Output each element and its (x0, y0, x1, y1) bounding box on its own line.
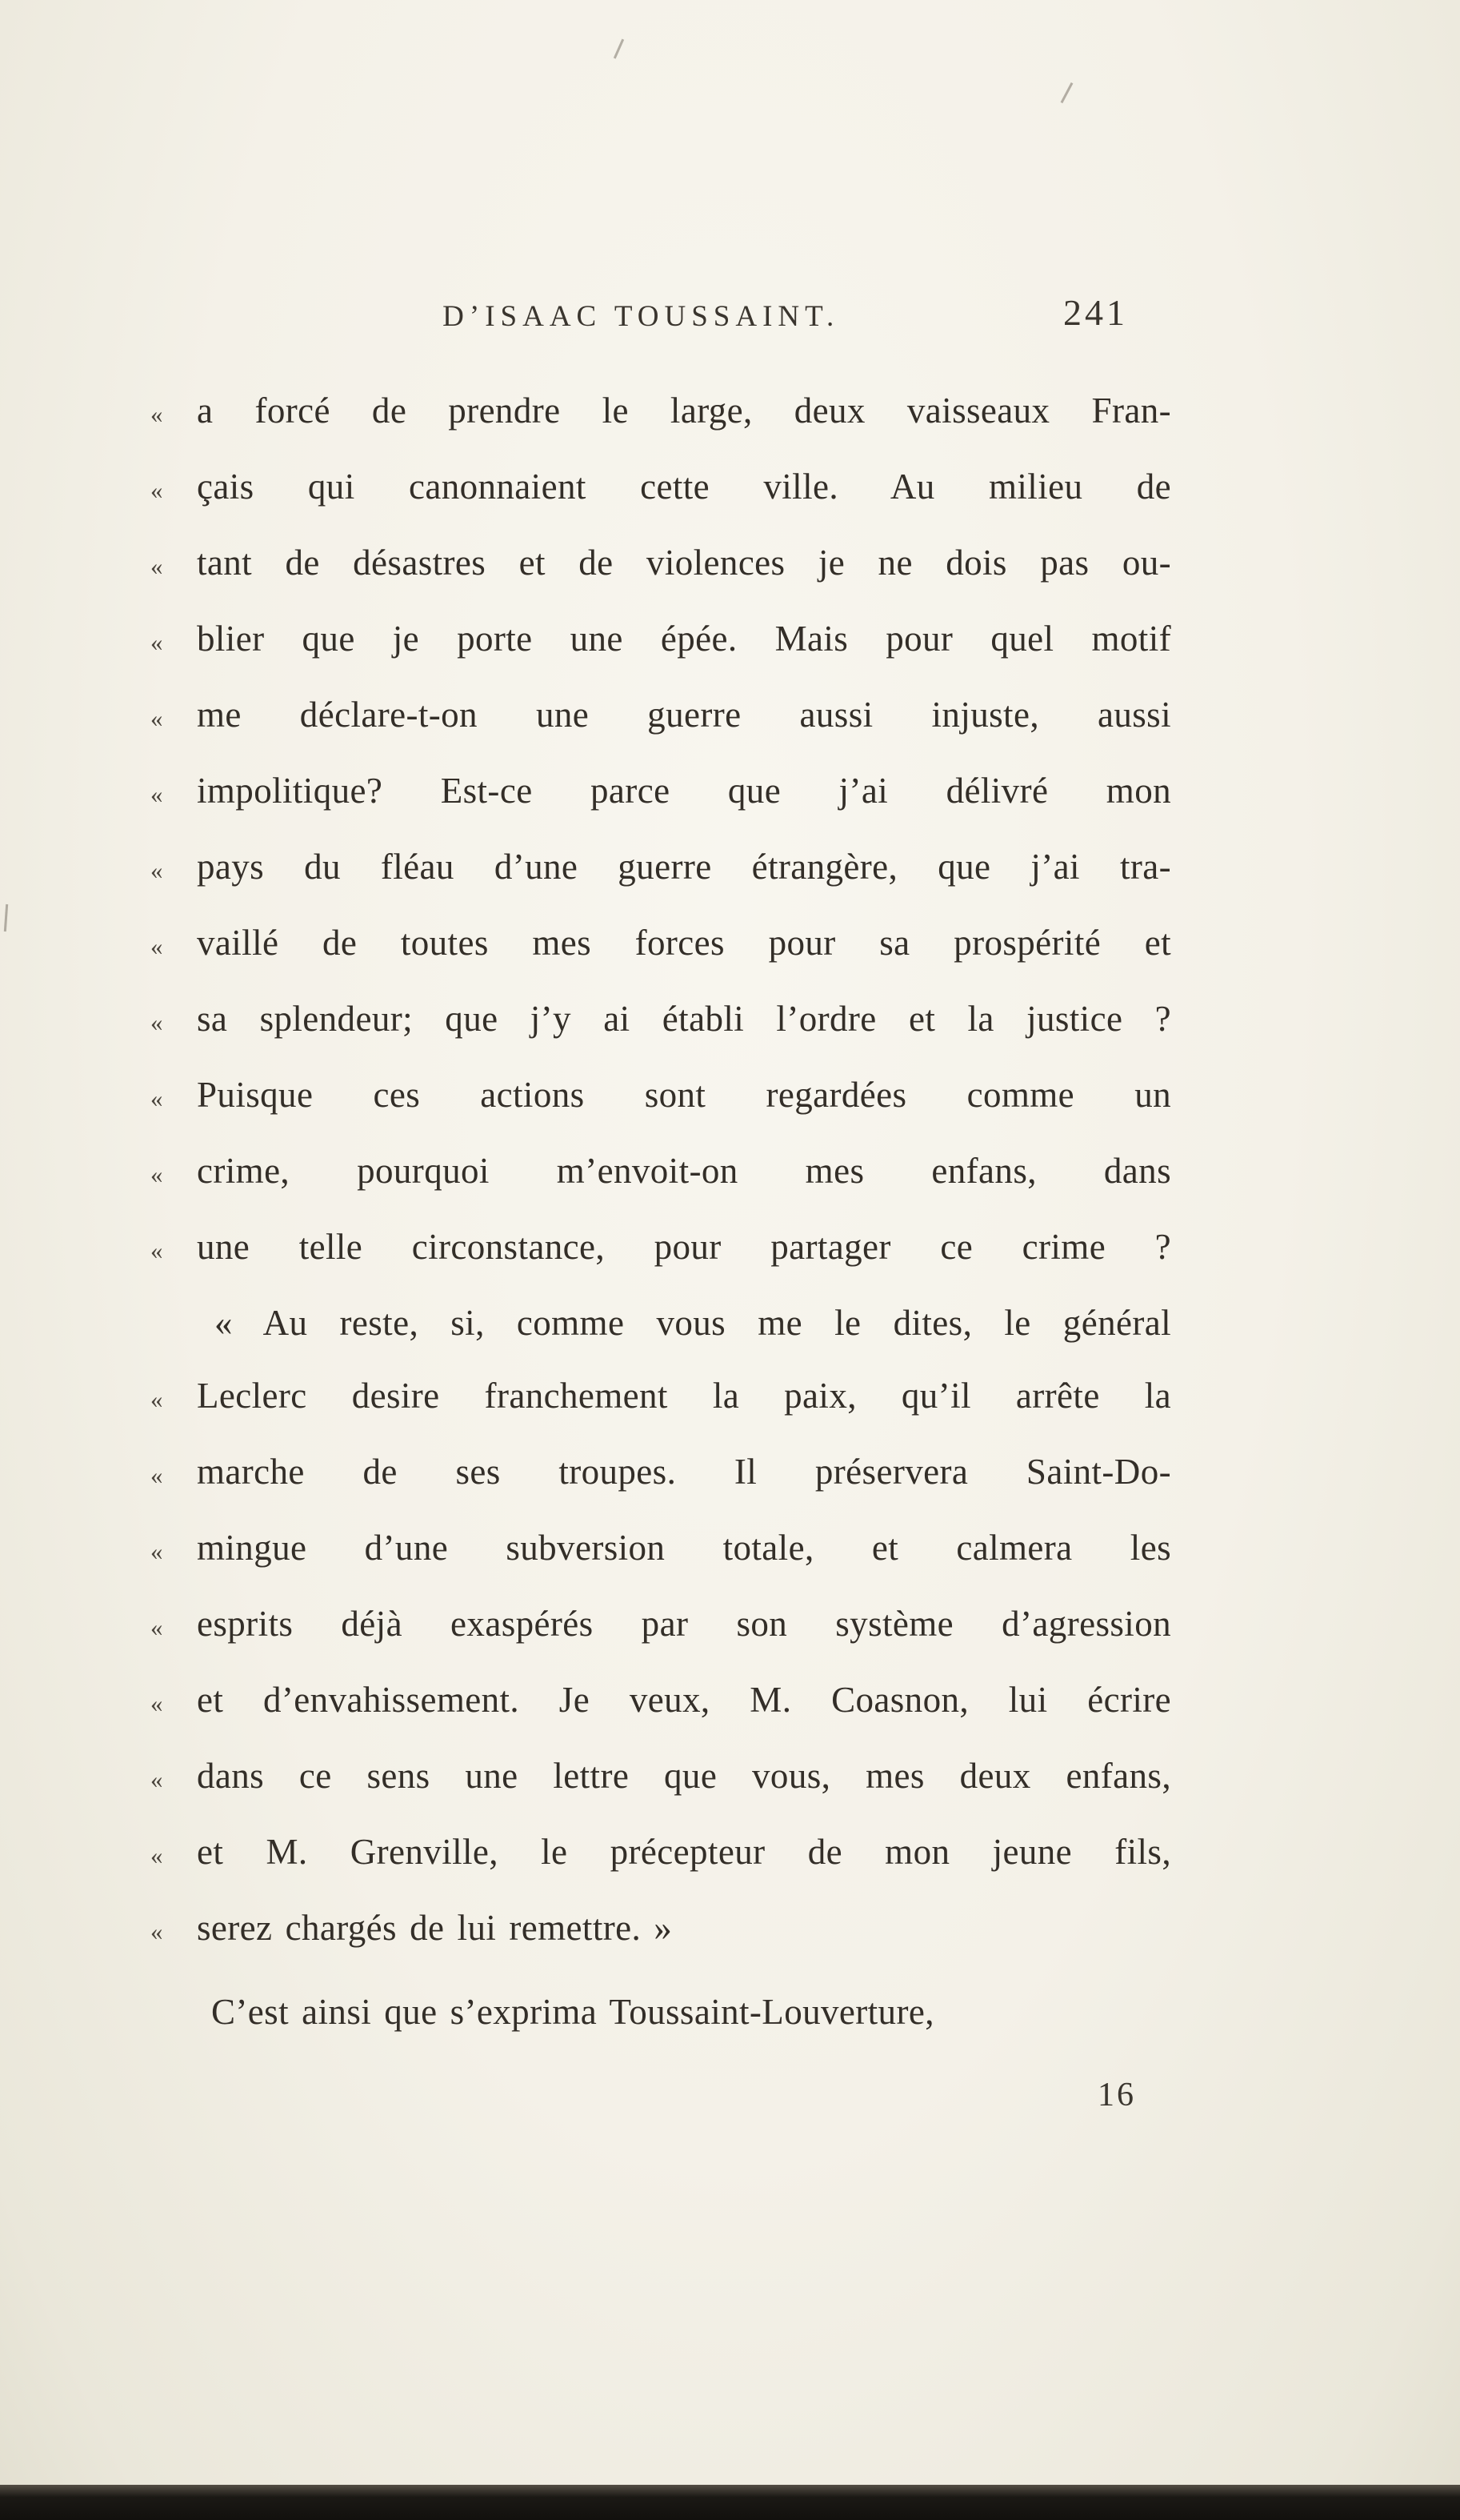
quote-mark: « (150, 1385, 163, 1413)
line-text: esprits déjà exaspérés par son système d’agression (197, 1604, 1171, 1644)
quote-mark: « (150, 1841, 163, 1869)
text-line (150, 1740, 1171, 1816)
text-line (150, 1892, 1171, 1968)
text-line (150, 1664, 1171, 1740)
quote-mark: « (150, 1236, 163, 1264)
quote-mark: « (150, 932, 163, 960)
text-line (150, 983, 1171, 1059)
text-line (150, 1816, 1171, 1892)
quote-mark: « (150, 1084, 163, 1112)
text-line (150, 1211, 1171, 1287)
quote-mark: « (150, 476, 163, 504)
text-line (150, 679, 1171, 755)
text-line (150, 1287, 1171, 1360)
scan-artifact (4, 904, 8, 931)
line-text: blier que je porte une épée. Mais pour quel motif (197, 619, 1171, 659)
line-text: dans ce sens une lettre que vous, mes deux enfans, (197, 1756, 1171, 1796)
quote-mark: « (150, 1917, 163, 1945)
text-line (150, 755, 1171, 831)
quote-mark: « (150, 780, 163, 808)
line-text: a forcé de prendre le large, deux vaisseaux Fran- (197, 391, 1171, 431)
line-text: mingue d’une subversion totale, et calmera les (197, 1528, 1171, 1568)
running-title: D’ISAAC TOUSSAINT. (442, 300, 840, 333)
quote-mark: « (150, 400, 163, 428)
line-text: Leclerc desire franchement la paix, qu’il arrête la (197, 1376, 1171, 1416)
page-header (150, 294, 1171, 347)
text-line (150, 1436, 1171, 1512)
closing-text: C’est ainsi que s’exprima Toussaint-Louverture, (211, 1992, 934, 2032)
line-text: serez chargés de lui remettre. » (197, 1908, 673, 1948)
line-text: marche de ses troupes. Il préservera Saint-Do- (197, 1452, 1171, 1492)
closing-paragraph (150, 1976, 1171, 2049)
scan-edge (0, 2485, 1460, 2520)
quote-mark: « (150, 552, 163, 580)
quote-mark: « (150, 1160, 163, 1188)
line-text: une telle circonstance, pour partager ce crime ? (197, 1227, 1171, 1267)
line-text: pays du fléau d’une guerre étrangère, que j’ai tra- (197, 847, 1171, 887)
line-text: « Au reste, si, comme vous me le dites, le général (214, 1303, 1171, 1343)
line-text: me déclare-t-on une guerre aussi injuste, aussi (197, 695, 1171, 735)
scan-artifact (614, 39, 624, 59)
page-number: 241 (1063, 292, 1128, 333)
text-line (150, 1360, 1171, 1436)
quote-mark: « (150, 1613, 163, 1641)
scan-artifact (1061, 82, 1074, 103)
text-line (150, 1588, 1171, 1664)
line-text: sa splendeur; que j’y ai établi l’ordre et la justice ? (197, 999, 1171, 1039)
line-text: tant de désastres et de violences je ne dois pas ou- (197, 543, 1171, 583)
quote-mark: « (150, 1461, 163, 1489)
text-line (150, 375, 1171, 451)
line-text: et d’envahissement. Je veux, M. Coasnon, lui écrire (197, 1680, 1171, 1720)
text-line (150, 603, 1171, 679)
quote-mark: « (150, 1537, 163, 1565)
line-text: Puisque ces actions sont regardées comme un (197, 1075, 1171, 1115)
quote-mark: « (150, 1765, 163, 1793)
text-line (150, 831, 1171, 907)
text-line (150, 907, 1171, 983)
quote-mark: « (150, 856, 163, 884)
quote-mark: « (150, 1008, 163, 1036)
line-text: çais qui canonnaient cette ville. Au milieu de (197, 467, 1171, 507)
text-block (150, 294, 1171, 2114)
text-line (150, 527, 1171, 603)
text-line (150, 451, 1171, 527)
signature-mark: 16 (1098, 2077, 1136, 2113)
text-line (150, 1059, 1171, 1135)
line-text: et M. Grenville, le précepteur de mon jeune fils, (197, 1832, 1171, 1872)
line-text: impolitique? Est-ce parce que j’ai délivré mon (197, 771, 1171, 811)
line-text: crime, pourquoi m’envoit-on mes enfans, dans (197, 1151, 1171, 1191)
quote-mark: « (150, 1689, 163, 1717)
text-line (150, 1135, 1171, 1211)
quote-mark: « (150, 704, 163, 732)
quoted-letter (150, 375, 1171, 1968)
quote-mark: « (150, 628, 163, 656)
text-line (150, 1512, 1171, 1588)
line-text: vaillé de toutes mes forces pour sa prospérité et (197, 923, 1171, 963)
